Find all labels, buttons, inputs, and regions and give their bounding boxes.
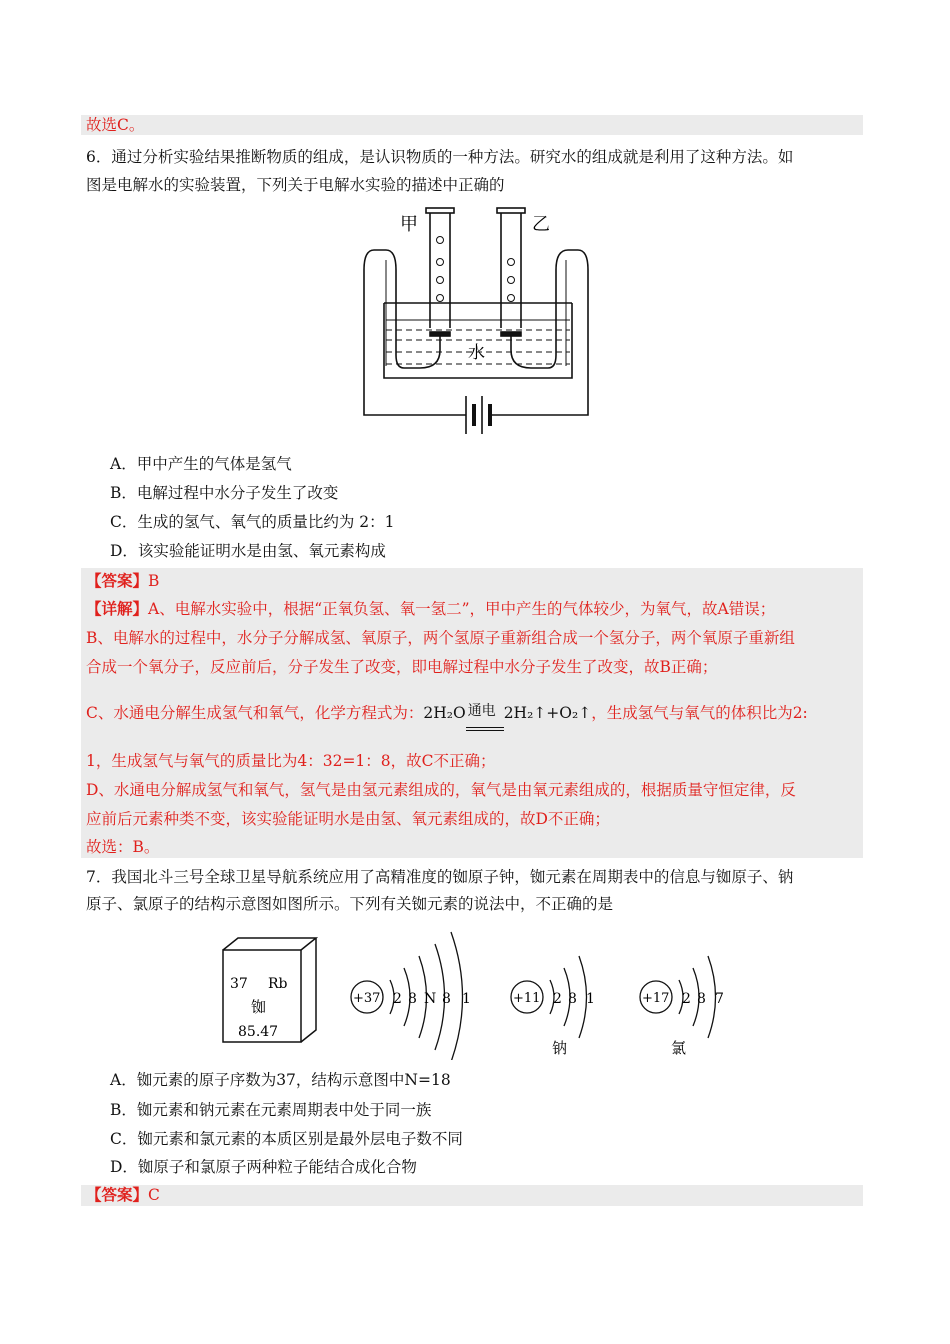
eq-product1: 2H₂↑ [503,704,547,722]
q6-stem-line1: 6．通过分析实验结果推断物质的组成，是认识物质的一种方法。研究水的组成就是利用了这种方法。如 [86,148,794,166]
prev-answer-band [81,115,863,135]
rubidium-atom-structure-figure [218,920,738,1060]
card-number: 37 [230,976,248,992]
q6-detail-d2: 应前后元素种类不变，该实验能证明水是由氢、氧元素组成的，故D不正确； [86,810,610,828]
q6-option-b: B．电解过程中水分子发生了改变 [110,484,339,502]
q6-conclusion: 故选：B。 [86,838,160,856]
q7-answer-tag: 【答案】 [86,1185,149,1204]
answer-tag: 【答案】 [86,571,149,590]
q6-detail-b2: 合成一个氧分子，反应前后，分子发生了改变，即电解过程中水分子发生了改变，故B正确； [86,658,718,676]
cl-nucleus: +17 [642,991,670,1006]
q7-option-c: C．铷元素和氯元素的本质区别是最外层电子数不同 [110,1130,463,1148]
q7-option-b: B．铷元素和钠元素在元素周期表中处于同一族 [110,1101,432,1119]
q6-option-a: A．甲中产生的气体是氢气 [110,455,292,473]
na-shell-3: 1 [586,991,595,1007]
q7-stem-line2: 原子、氯原子的结构示意图如图所示。下列有关铷元素的说法中，不正确的是 [86,895,614,913]
q6-detail-a [86,598,775,620]
rb-shell-3: N [424,991,437,1007]
q6-option-c: C．生成的氢气、氧气的质量比约为 2：1 [110,513,395,531]
na-nucleus: +11 [513,991,541,1006]
water-label: 水 [468,343,485,363]
rb-shell-2: 8 [408,991,417,1007]
q7-answer-band [81,1185,863,1206]
detail-a-text: A、电解水实验中，根据“正氧负氢、氧一氢二”，甲中产生的气体较少，为氧气，故A错误； [148,600,776,618]
detail-c1-post: ，生成氢气与氧气的体积比为2: [591,704,808,722]
q6-answer [86,570,159,592]
rb-nucleus: +37 [353,991,381,1006]
cl-name: 氯 [671,1039,687,1057]
q6-detail-d1: D、水通电分解成氢气和氧气，氢气是由氢元素组成的，氧气是由氧元素组成的，根据质量守恒定律，反 [86,781,796,799]
cl-shell-3: 7 [715,991,724,1007]
detail-tag: 【详解】 [86,599,149,618]
eq-condition: 通电 [467,703,496,719]
detail-c1-pre: C、水通电分解生成氢气和氧气，化学方程式为： [86,704,424,722]
q6-stem-line2: 图是电解水的实验装置，下列关于电解水实验的描述中正确的 [86,176,505,194]
q6-option-d: D．该实验能证明水是由氢、氧元素构成 [110,542,386,560]
q7-stem-line1: 7．我国北斗三号全球卫星导航系统应用了高精准度的铷原子钟，铷元素在周期表中的信息与铷原子、钠 [86,868,794,886]
q7-option-d: D．铷原子和氯原子两种粒子能结合成化合物 [110,1158,417,1176]
tube-label-jia: 甲 [400,214,418,235]
q6-detail-b1: B、电解水的过程中，水分子分解成氢、氧原子，两个氢原子重新组合成一个氢分子，两个氧原子重新组 [86,629,795,647]
card-symbol: Rb [268,976,288,992]
q6-detail-c2: 1，生成氢气与氧气的质量比为4：32=1：8，故C不正确； [86,752,496,770]
chemical-equation [423,702,591,724]
q7-answer-value: C [148,1186,160,1204]
rb-shell-1: 2 [393,991,402,1007]
eq-reactant: 2H₂O [423,704,466,722]
card-mass: 85.47 [238,1024,279,1040]
prev-conclusion: 故选C。 [86,116,145,134]
cl-shell-1: 2 [682,991,691,1007]
na-shell-1: 2 [553,991,562,1007]
na-name: 钠 [552,1039,568,1057]
card-name: 铷 [251,998,267,1016]
rb-shell-4: 8 [442,991,451,1007]
eq-product2: +O₂↑ [546,704,592,722]
q7-answer [86,1184,160,1206]
tube-label-yi: 乙 [532,214,550,235]
na-shell-2: 8 [568,991,577,1007]
electrolysis-apparatus-diagram [356,200,601,442]
q6-detail-c1 [86,702,808,724]
cl-shell-2: 8 [697,991,706,1007]
rb-shell-5: 1 [462,991,471,1007]
q7-option-a: A．铷元素的原子序数为37，结构示意图中N=18 [110,1071,451,1089]
answer-value: B [148,572,160,590]
